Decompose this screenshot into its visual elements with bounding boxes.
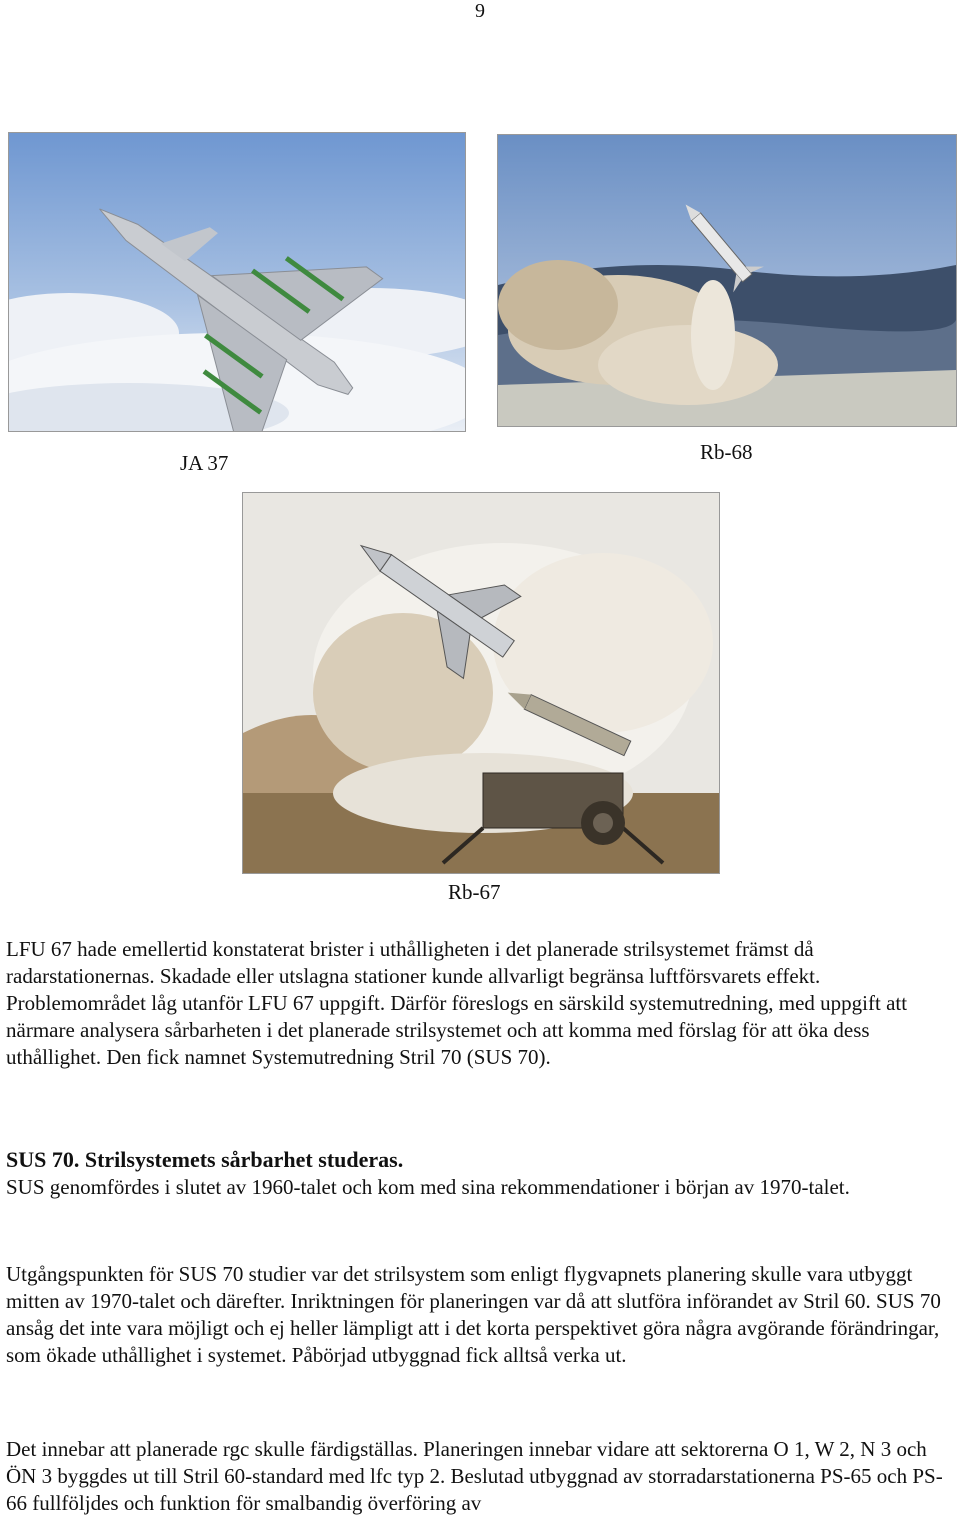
figure-caption-rb68: Rb-68 [700,440,753,464]
page-number: 9 [475,0,485,22]
rb68-photo [497,134,957,427]
body-paragraph-3 [6,1261,954,1369]
paragraph-text: SUS genomfördes i slutet av 1960-talet och kom med sina rekommendationer i början av 1970-talet. [6,1175,850,1199]
body-paragraph-2 [6,1174,954,1201]
body-paragraph-1 [6,936,954,1071]
paragraph-text: LFU 67 hade emellertid konstaterat brister i uthålligheten i det planerade strilsystemet främst då radarstationernas. Skadade eller utslagna stationer kunde allvarligt begränsa luftförsvarets effekt. Problemområdet låg utanför LFU 67 uppgift. Därför föreslogs en särskild systemutredning, med uppgift att närmare analysera sårbarheten i det planerade strilsystemet och att komma med förslag för att öka dess uthållighet. Den fick namnet Systemutredning Stril 70 (SUS 70). [6,937,908,1069]
body-paragraph-4 [6,1436,954,1517]
figure-caption-ja37: JA 37 [180,451,229,475]
figure-caption-rb67: Rb-67 [448,880,501,904]
section-heading: SUS 70. Strilsystemets sårbarhet studeras. [6,1147,404,1172]
ja37-photo [8,132,466,432]
rb67-photo [242,492,720,874]
paragraph-text: Utgångspunkten för SUS 70 studier var det strilsystem som enligt flygvapnets planering skulle vara utbyggt mitten av 1970-talet och därefter. Inriktningen för planeringen var då att slutföra införandet av Stril 60. SUS 70 ansåg det inte vara möjligt och ej heller lämpligt att i det korta perspektivet göra några avgörande förändringar, som ökade uthållighet i systemet. Påbörjad utbyggnad fick alltså verka ut. [6,1262,941,1367]
paragraph-text: Det innebar att planerade rgc skulle färdigställas. Planeringen innebar vidare att sektorerna O 1, W 2, N 3 och ÖN 3 byggdes ut till Stril 60-standard med lfc typ 2. Beslutad utbyggnad av storradarstationerna PS-65 och PS-66 fullföljdes och funktion för smalbandig överföring av [6,1437,943,1515]
